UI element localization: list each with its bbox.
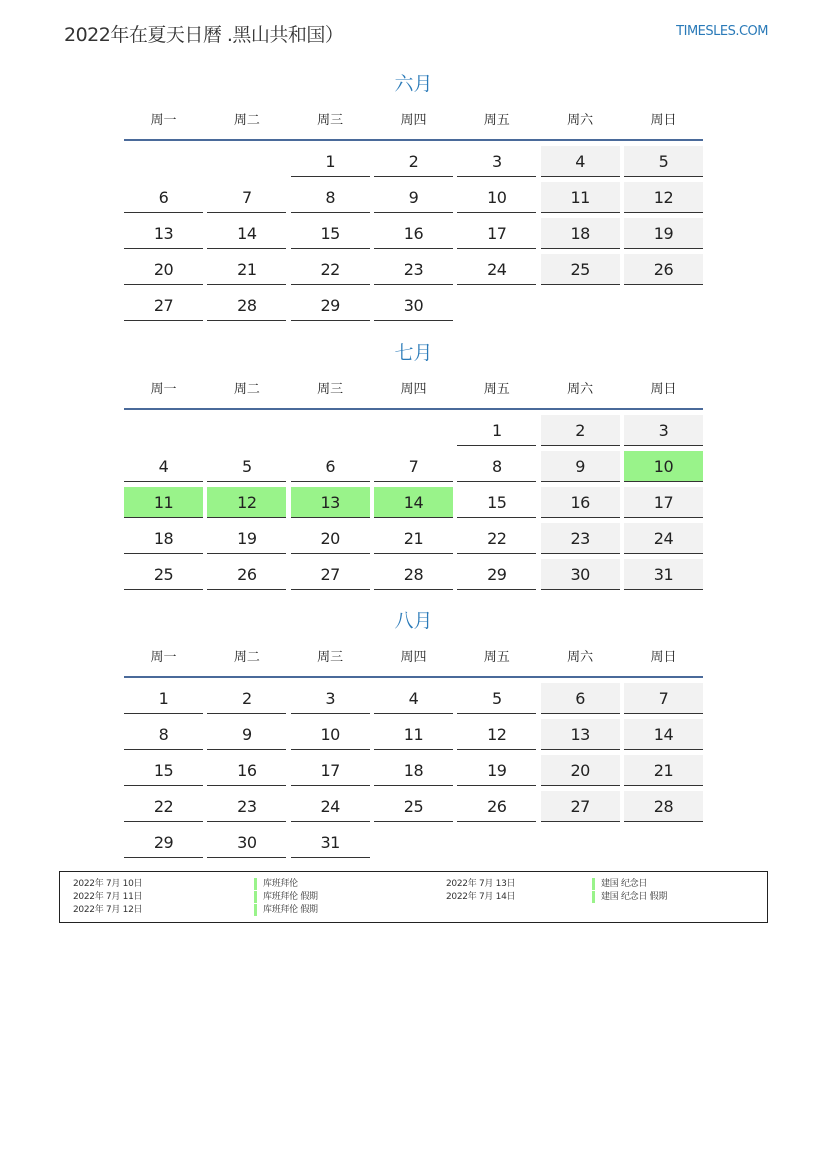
day-cell: 18 bbox=[541, 218, 620, 249]
legend-date: 2022年 7月 14日 bbox=[446, 892, 516, 902]
day-cell: 22 bbox=[457, 523, 536, 554]
day-cell: 6 bbox=[124, 182, 203, 213]
day-cell: 31 bbox=[291, 827, 370, 858]
day-cell: 27 bbox=[124, 290, 203, 321]
empty-cell bbox=[207, 146, 286, 177]
day-cell: 2 bbox=[541, 415, 620, 446]
day-cell: 4 bbox=[541, 146, 620, 177]
day-cell: 26 bbox=[624, 254, 703, 285]
legend-date: 2022年 7月 13日 bbox=[446, 879, 516, 889]
weekday-label: 周日 bbox=[650, 650, 677, 665]
day-cell: 9 bbox=[541, 451, 620, 482]
weekday-label: 周三 bbox=[317, 650, 344, 665]
page-title: 2022年在夏天日曆 .黑山共和国） bbox=[64, 24, 344, 46]
day-cell: 17 bbox=[291, 755, 370, 786]
holiday-day-cell: 14 bbox=[374, 487, 453, 518]
day-cell: 29 bbox=[124, 827, 203, 858]
weekday-label: 周二 bbox=[233, 382, 260, 397]
legend-name: 库班拜伦 假期 bbox=[254, 891, 318, 903]
day-grid bbox=[124, 415, 703, 590]
day-cell: 1 bbox=[124, 683, 203, 714]
day-cell: 20 bbox=[124, 254, 203, 285]
day-grid bbox=[124, 683, 703, 858]
day-cell: 30 bbox=[374, 290, 453, 321]
day-cell: 20 bbox=[291, 523, 370, 554]
weekday-label: 周一 bbox=[150, 382, 177, 397]
holiday-day-cell: 11 bbox=[124, 487, 203, 518]
day-cell: 10 bbox=[291, 719, 370, 750]
legend-date: 2022年 7月 10日 bbox=[73, 879, 143, 889]
day-cell: 25 bbox=[374, 791, 453, 822]
weekday-label: 周四 bbox=[400, 382, 427, 397]
weekday-header bbox=[124, 382, 703, 410]
day-cell: 9 bbox=[207, 719, 286, 750]
day-cell: 14 bbox=[624, 719, 703, 750]
day-cell: 24 bbox=[291, 791, 370, 822]
day-cell: 14 bbox=[207, 218, 286, 249]
day-cell: 2 bbox=[207, 683, 286, 714]
weekday-header bbox=[124, 650, 703, 678]
day-cell: 21 bbox=[207, 254, 286, 285]
day-cell: 7 bbox=[374, 451, 453, 482]
day-cell: 12 bbox=[624, 182, 703, 213]
month-title: 七月 bbox=[394, 342, 433, 364]
day-cell: 28 bbox=[624, 791, 703, 822]
day-cell: 18 bbox=[374, 755, 453, 786]
day-cell: 1 bbox=[457, 415, 536, 446]
month-july bbox=[124, 338, 703, 590]
day-cell: 7 bbox=[207, 182, 286, 213]
day-cell: 4 bbox=[374, 683, 453, 714]
empty-cell bbox=[124, 146, 203, 177]
legend-name: 建国 纪念日 假期 bbox=[592, 891, 667, 903]
day-cell: 8 bbox=[124, 719, 203, 750]
weekday-label: 周二 bbox=[233, 113, 260, 128]
day-cell: 29 bbox=[291, 290, 370, 321]
day-cell: 3 bbox=[291, 683, 370, 714]
day-cell: 31 bbox=[624, 559, 703, 590]
legend-name: 库班拜伦 假期 bbox=[254, 904, 318, 916]
day-cell: 16 bbox=[374, 218, 453, 249]
day-cell: 22 bbox=[124, 791, 203, 822]
day-cell: 5 bbox=[457, 683, 536, 714]
weekday-label: 周五 bbox=[483, 382, 510, 397]
month-title: 六月 bbox=[394, 73, 433, 95]
day-cell: 17 bbox=[624, 487, 703, 518]
day-cell: 12 bbox=[457, 719, 536, 750]
day-cell: 26 bbox=[207, 559, 286, 590]
day-grid bbox=[124, 146, 703, 321]
day-cell: 8 bbox=[291, 182, 370, 213]
day-cell: 24 bbox=[624, 523, 703, 554]
day-cell: 15 bbox=[124, 755, 203, 786]
day-cell: 3 bbox=[457, 146, 536, 177]
day-cell: 19 bbox=[457, 755, 536, 786]
weekday-label: 周二 bbox=[233, 650, 260, 665]
day-cell: 5 bbox=[207, 451, 286, 482]
month-title: 八月 bbox=[394, 610, 433, 632]
weekday-label: 周六 bbox=[567, 382, 594, 397]
day-cell: 9 bbox=[374, 182, 453, 213]
day-cell: 8 bbox=[457, 451, 536, 482]
day-cell: 28 bbox=[207, 290, 286, 321]
site-link[interactable]: TIMESLES.COM bbox=[676, 24, 768, 39]
day-cell: 13 bbox=[124, 218, 203, 249]
day-cell: 21 bbox=[624, 755, 703, 786]
month-june bbox=[124, 69, 703, 321]
day-cell: 27 bbox=[541, 791, 620, 822]
day-cell: 2 bbox=[374, 146, 453, 177]
weekday-label: 周一 bbox=[150, 650, 177, 665]
weekday-label: 周三 bbox=[317, 113, 344, 128]
day-cell: 23 bbox=[374, 254, 453, 285]
day-cell: 21 bbox=[374, 523, 453, 554]
day-cell: 20 bbox=[541, 755, 620, 786]
weekday-label: 周五 bbox=[483, 650, 510, 665]
day-cell: 6 bbox=[541, 683, 620, 714]
day-cell: 6 bbox=[291, 451, 370, 482]
day-cell: 29 bbox=[457, 559, 536, 590]
day-cell: 13 bbox=[541, 719, 620, 750]
day-cell: 28 bbox=[374, 559, 453, 590]
day-cell: 24 bbox=[457, 254, 536, 285]
weekday-label: 周六 bbox=[567, 650, 594, 665]
legend-date: 2022年 7月 12日 bbox=[73, 905, 143, 915]
day-cell: 7 bbox=[624, 683, 703, 714]
day-cell: 22 bbox=[291, 254, 370, 285]
weekday-label: 周三 bbox=[317, 382, 344, 397]
holiday-legend bbox=[59, 871, 768, 923]
day-cell: 16 bbox=[541, 487, 620, 518]
day-cell: 16 bbox=[207, 755, 286, 786]
day-cell: 3 bbox=[624, 415, 703, 446]
day-cell: 23 bbox=[541, 523, 620, 554]
weekday-label: 周一 bbox=[150, 113, 177, 128]
day-cell: 18 bbox=[124, 523, 203, 554]
legend-name: 建国 纪念日 bbox=[592, 878, 647, 890]
day-cell: 17 bbox=[457, 218, 536, 249]
day-cell: 25 bbox=[541, 254, 620, 285]
day-cell: 15 bbox=[457, 487, 536, 518]
day-cell: 4 bbox=[124, 451, 203, 482]
day-cell: 1 bbox=[291, 146, 370, 177]
holiday-day-cell: 12 bbox=[207, 487, 286, 518]
weekday-label: 周五 bbox=[483, 113, 510, 128]
day-cell: 19 bbox=[624, 218, 703, 249]
empty-cell bbox=[374, 415, 453, 446]
weekday-label: 周四 bbox=[400, 650, 427, 665]
holiday-day-cell: 10 bbox=[624, 451, 703, 482]
weekday-label: 周四 bbox=[400, 113, 427, 128]
day-cell: 23 bbox=[207, 791, 286, 822]
day-cell: 25 bbox=[124, 559, 203, 590]
legend-name: 库班拜伦 bbox=[254, 878, 298, 890]
weekday-label: 周六 bbox=[567, 113, 594, 128]
legend-date: 2022年 7月 11日 bbox=[73, 892, 143, 902]
day-cell: 11 bbox=[374, 719, 453, 750]
weekday-label: 周日 bbox=[650, 382, 677, 397]
day-cell: 11 bbox=[541, 182, 620, 213]
empty-cell bbox=[291, 415, 370, 446]
day-cell: 30 bbox=[207, 827, 286, 858]
weekday-label: 周日 bbox=[650, 113, 677, 128]
empty-cell bbox=[207, 415, 286, 446]
day-cell: 27 bbox=[291, 559, 370, 590]
day-cell: 26 bbox=[457, 791, 536, 822]
holiday-day-cell: 13 bbox=[291, 487, 370, 518]
day-cell: 15 bbox=[291, 218, 370, 249]
day-cell: 19 bbox=[207, 523, 286, 554]
day-cell: 5 bbox=[624, 146, 703, 177]
empty-cell bbox=[124, 415, 203, 446]
day-cell: 30 bbox=[541, 559, 620, 590]
weekday-header bbox=[124, 113, 703, 141]
day-cell: 10 bbox=[457, 182, 536, 213]
month-august bbox=[124, 606, 703, 858]
